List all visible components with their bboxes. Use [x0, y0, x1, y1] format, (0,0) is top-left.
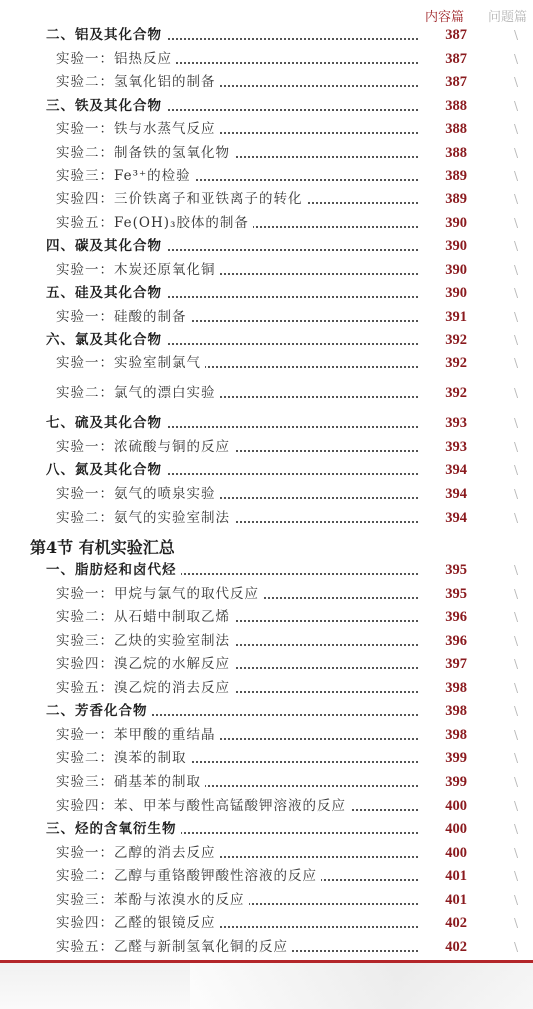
entry-page-number: 400 [445, 821, 467, 837]
toc-experiment-entry[interactable] [0, 142, 533, 164]
entry-page-number: 392 [445, 355, 467, 371]
entry-title: 实验三：Fe³⁺的检验 [56, 165, 195, 187]
question-column-mark: \ [514, 893, 519, 907]
entry-title: 实验一：乙醇的消去反应 [56, 842, 220, 864]
entry-title: 实验二：氯气的漂白实验 [56, 382, 220, 404]
question-column-mark: \ [514, 463, 519, 477]
toc-experiment-entry[interactable] [0, 865, 533, 887]
question-column-mark: \ [514, 333, 519, 347]
entry-page-number: 388 [445, 98, 467, 114]
entry-title: 实验五：溴乙烷的消去反应 [56, 677, 234, 699]
toc-experiment-entry[interactable] [0, 724, 533, 746]
question-column-mark: \ [514, 263, 519, 277]
toc-experiment-entry[interactable] [0, 165, 533, 187]
entry-page-number: 396 [445, 609, 467, 625]
toc-experiment-entry[interactable] [0, 606, 533, 628]
toc-experiment-entry[interactable] [0, 747, 533, 769]
entry-title: 实验一：苯甲酸的重结晶 [56, 724, 220, 746]
entry-title: 三、烃的含氧衍生物 [46, 818, 181, 840]
toc-experiment-entry[interactable] [0, 259, 533, 281]
entry-page-number: 402 [445, 939, 467, 955]
question-column-mark: \ [514, 751, 519, 765]
entry-page-number: 398 [445, 680, 467, 696]
entry-page-number: 393 [445, 415, 467, 431]
entry-page-number: 389 [445, 168, 467, 184]
toc-experiment-entry[interactable] [0, 306, 533, 328]
entry-title: 实验三：乙炔的实验室制法 [56, 630, 234, 652]
question-column-mark: \ [514, 728, 519, 742]
entry-title: 实验五：乙醛与新制氢氧化铜的反应 [56, 936, 292, 958]
entry-title: 实验二：乙醇与重铬酸钾酸性溶液的反应 [56, 865, 321, 887]
question-column-mark: \ [514, 386, 519, 400]
entry-title: 实验一：浓硫酸与铜的反应 [56, 436, 234, 458]
entry-title: 四、碳及其化合物 [46, 235, 166, 257]
entry-title: 一、脂肪烃和卤代烃 [46, 559, 181, 581]
entry-page-number: 400 [445, 798, 467, 814]
toc-experiment-entry[interactable] [0, 118, 533, 140]
toc-section-entry[interactable] [0, 282, 533, 304]
toc-experiment-entry[interactable] [0, 889, 533, 911]
toc-section-entry[interactable] [0, 412, 533, 434]
entry-title: 七、硫及其化合物 [46, 412, 166, 434]
question-column-mark: \ [514, 916, 519, 930]
question-column-mark: \ [514, 75, 519, 89]
toc-experiment-entry[interactable] [0, 795, 533, 817]
entry-title: 实验一：硅酸的制备 [56, 306, 191, 328]
entry-page-number: 387 [445, 51, 467, 67]
toc-section-entry[interactable] [0, 329, 533, 351]
toc-experiment-entry[interactable] [0, 507, 533, 529]
question-column-mark: \ [514, 99, 519, 113]
toc-experiment-entry[interactable] [0, 483, 533, 505]
entry-page-number: 401 [445, 868, 467, 884]
question-column-mark: \ [514, 440, 519, 454]
question-column-mark: \ [514, 286, 519, 300]
toc-experiment-entry[interactable] [0, 677, 533, 699]
entry-title: 实验五：Fe(OH)₃胶体的制备 [56, 212, 253, 234]
entry-page-number: 397 [445, 656, 467, 672]
entry-page-number: 387 [445, 27, 467, 43]
entry-title: 实验四：溴乙烷的水解反应 [56, 653, 234, 675]
toc-section-entry[interactable] [0, 24, 533, 46]
entry-title: 实验三：苯酚与浓溴水的反应 [56, 889, 249, 911]
toc-experiment-entry[interactable] [0, 630, 533, 652]
entry-page-number: 394 [445, 462, 467, 478]
toc-experiment-entry[interactable] [0, 382, 533, 404]
toc-section-entry[interactable] [0, 95, 533, 117]
toc-experiment-entry[interactable] [0, 188, 533, 210]
entry-page-number: 396 [445, 633, 467, 649]
toc-section-entry[interactable] [0, 459, 533, 481]
entry-page-number: 388 [445, 121, 467, 137]
question-column-mark: \ [514, 799, 519, 813]
entry-page-number: 392 [445, 385, 467, 401]
entry-page-number: 399 [445, 774, 467, 790]
entry-page-number: 398 [445, 727, 467, 743]
entry-title: 三、铁及其化合物 [46, 95, 166, 117]
page-shadow-highlight [190, 963, 533, 1009]
entry-title: 实验一：木炭还原氧化铜 [56, 259, 220, 281]
question-column-mark: \ [514, 52, 519, 66]
toc-section-entry[interactable] [0, 235, 533, 257]
entry-title: 二、铝及其化合物 [46, 24, 166, 46]
toc-experiment-entry[interactable] [0, 936, 533, 958]
entry-title: 五、硅及其化合物 [46, 282, 166, 304]
entry-page-number: 392 [445, 332, 467, 348]
entry-title: 实验一：实验室制氯气 [56, 352, 205, 374]
entry-title: 实验一：甲烷与氯气的取代反应 [56, 583, 263, 605]
question-column-mark: \ [514, 822, 519, 836]
question-column-mark: \ [514, 356, 519, 370]
toc-experiment-entry[interactable] [0, 212, 533, 234]
question-column-mark: \ [514, 704, 519, 718]
question-column-mark: \ [514, 846, 519, 860]
question-column-mark: \ [514, 940, 519, 954]
entry-title: 实验二：氨气的实验室制法 [56, 507, 234, 529]
entry-page-number: 394 [445, 486, 467, 502]
question-column-mark: \ [514, 122, 519, 136]
entry-page-number: 390 [445, 238, 467, 254]
entry-title: 二、芳香化合物 [46, 700, 152, 722]
question-column-mark: \ [514, 657, 519, 671]
question-column-mark: \ [514, 216, 519, 230]
toc-section-entry[interactable] [0, 700, 533, 722]
entry-page-number: 390 [445, 285, 467, 301]
entry-title: 实验一：氨气的喷泉实验 [56, 483, 220, 505]
toc-experiment-entry[interactable] [0, 352, 533, 374]
question-column-mark: \ [514, 634, 519, 648]
entry-title: 实验四：乙醛的银镜反应 [56, 912, 220, 934]
toc-experiment-entry[interactable] [0, 583, 533, 605]
question-column-mark: \ [514, 681, 519, 695]
entry-title: 实验二：氢氧化铝的制备 [56, 71, 220, 93]
entry-page-number: 399 [445, 750, 467, 766]
entry-title: 实验四：三价铁离子和亚铁离子的转化 [56, 188, 307, 210]
question-column-mark: \ [514, 775, 519, 789]
entry-title: 实验四：苯、甲苯与酸性高锰酸钾溶液的反应 [56, 795, 350, 817]
toc-section-entry[interactable] [0, 559, 533, 581]
entry-page-number: 401 [445, 892, 467, 908]
toc-experiment-entry[interactable] [0, 48, 533, 70]
toc-experiment-entry[interactable] [0, 771, 533, 793]
entry-title: 实验二：制备铁的氢氧化物 [56, 142, 234, 164]
question-column-mark: \ [514, 563, 519, 577]
question-column-mark: \ [514, 511, 519, 525]
tab-content[interactable]: 内容篇 [425, 10, 465, 25]
entry-page-number: 400 [445, 845, 467, 861]
question-column-mark: \ [514, 146, 519, 160]
question-column-mark: \ [514, 610, 519, 624]
question-column-mark: \ [514, 239, 519, 253]
question-column-mark: \ [514, 869, 519, 883]
entry-page-number: 394 [445, 510, 467, 526]
toc-experiment-entry[interactable] [0, 653, 533, 675]
question-column-mark: \ [514, 192, 519, 206]
entry-page-number: 388 [445, 145, 467, 161]
entry-title: 八、氮及其化合物 [46, 459, 166, 481]
entry-page-number: 393 [445, 439, 467, 455]
toc-experiment-entry[interactable] [0, 842, 533, 864]
entry-page-number: 391 [445, 309, 467, 325]
toc-experiment-entry[interactable] [0, 436, 533, 458]
entry-page-number: 402 [445, 915, 467, 931]
toc-experiment-entry[interactable] [0, 71, 533, 93]
entry-page-number: 390 [445, 262, 467, 278]
question-column-mark: \ [514, 587, 519, 601]
entry-title: 实验二：溴苯的制取 [56, 747, 191, 769]
question-column-mark: \ [514, 169, 519, 183]
toc-experiment-entry[interactable] [0, 912, 533, 934]
entry-page-number: 395 [445, 562, 467, 578]
entry-title: 实验三：硝基苯的制取 [56, 771, 205, 793]
entry-page-number: 389 [445, 191, 467, 207]
chapter-heading: 第4节 有机实验汇总 [30, 538, 175, 557]
entry-title: 实验一：铁与水蒸气反应 [56, 118, 220, 140]
tab-question[interactable]: 问题篇 [488, 10, 528, 25]
entry-page-number: 395 [445, 586, 467, 602]
toc-section-entry[interactable] [0, 818, 533, 840]
entry-page-number: 398 [445, 703, 467, 719]
question-column-mark: \ [514, 487, 519, 501]
entry-page-number: 387 [445, 74, 467, 90]
entry-title: 实验二：从石蜡中制取乙烯 [56, 606, 234, 628]
question-column-mark: \ [514, 310, 519, 324]
entry-title: 实验一：铝热反应 [56, 48, 176, 70]
question-column-mark: \ [514, 28, 519, 42]
entry-page-number: 390 [445, 215, 467, 231]
question-column-mark: \ [514, 416, 519, 430]
entry-title: 六、氯及其化合物 [46, 329, 166, 351]
